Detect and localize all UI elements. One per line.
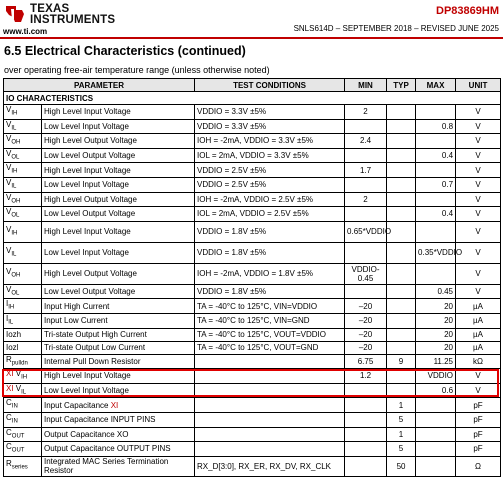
symbol-subscript: IL <box>11 183 17 190</box>
section-title: 6.5 Electrical Characteristics (continued) <box>4 44 246 58</box>
symbol-subscript: OUT <box>11 447 25 454</box>
test-conditions <box>195 412 345 427</box>
test-conditions <box>195 354 345 369</box>
min-value <box>345 442 387 457</box>
min-value: –20 <box>345 299 387 314</box>
symbol-subscript: OL <box>11 212 20 219</box>
typ-value <box>387 263 416 284</box>
unit-value: Ω <box>456 456 501 476</box>
table-row <box>4 354 501 369</box>
typ-value <box>387 369 416 384</box>
test-conditions <box>195 442 345 457</box>
typ-value <box>387 313 416 328</box>
unit-value: V <box>456 369 501 384</box>
col-header-parameter: PARAMETER <box>4 79 195 92</box>
param-name: Low Level Input Voltage <box>42 242 195 263</box>
unit-value: pF <box>456 427 501 442</box>
param-symbol <box>4 456 42 476</box>
brand-line2: INSTRUMENTS <box>30 14 116 26</box>
table-header-row <box>4 79 501 92</box>
typ-value <box>387 383 416 398</box>
symbol-main: V <box>6 245 12 255</box>
unit-value: V <box>456 207 501 222</box>
param-symbol <box>4 163 42 178</box>
min-value: VDDIO-0.45 <box>345 263 387 284</box>
symbol-subscript: OH <box>11 139 21 146</box>
symbol-main: I <box>6 313 9 323</box>
param-name: Low Level Input Voltage <box>42 177 195 192</box>
param-symbol <box>4 105 42 120</box>
param-symbol <box>4 177 42 192</box>
table-row <box>4 192 501 207</box>
typ-value <box>387 207 416 222</box>
min-value: –20 <box>345 341 387 354</box>
ti-logo-icon <box>4 3 26 25</box>
typ-value <box>387 163 416 178</box>
test-conditions: TA = -40°C to 125°C, VIN=GND <box>195 313 345 328</box>
page-header <box>0 0 503 36</box>
typ-value <box>387 134 416 149</box>
typ-value: 50 <box>387 456 416 476</box>
symbol-main: C <box>6 398 12 408</box>
table-row <box>4 163 501 178</box>
param-name: Integrated MAC Series Termination Resistor <box>42 456 195 476</box>
typ-value <box>387 299 416 314</box>
table-row <box>4 177 501 192</box>
test-conditions: IOL = 2mA, VDDIO = 2.5V ±5% <box>195 207 345 222</box>
symbol-main: V <box>15 369 22 379</box>
unit-value: V <box>456 148 501 163</box>
symbol-subscript: OH <box>11 198 21 205</box>
param-symbol <box>4 299 42 314</box>
min-value: 0.65*VDDIO <box>345 221 387 242</box>
max-value <box>416 427 456 442</box>
symbol-main: V <box>6 192 12 202</box>
param-name-text: Input Capacitance XI <box>44 400 119 410</box>
symbol-subscript: IL <box>21 389 27 396</box>
typ-value: 5 <box>387 442 416 457</box>
max-value: 0.4 <box>416 207 456 222</box>
symbol-main: V <box>6 163 12 173</box>
param-symbol <box>4 427 42 442</box>
test-conditions <box>195 427 345 442</box>
unit-value: V <box>456 263 501 284</box>
min-value: 2 <box>345 192 387 207</box>
typ-value <box>387 284 416 299</box>
unit-value: pF <box>456 398 501 413</box>
table-row <box>4 412 501 427</box>
param-symbol <box>4 221 42 242</box>
min-value <box>345 398 387 413</box>
max-value: 20 <box>416 313 456 328</box>
symbol-main: C <box>6 412 12 422</box>
typ-value <box>387 148 416 163</box>
test-conditions: VDDIO = 2.5V ±5% <box>195 163 345 178</box>
symbol-subscript: OL <box>11 290 20 297</box>
unit-value: V <box>456 221 501 242</box>
param-name: Low Level Input Voltage <box>42 119 195 134</box>
test-conditions: TA = -40°C to 125°C, VOUT=GND <box>195 341 345 354</box>
symbol-subscript: series <box>11 464 28 471</box>
max-value <box>416 105 456 120</box>
param-name: High Level Input Voltage <box>42 221 195 242</box>
symbol-subscript: IL <box>11 251 17 258</box>
min-value: 6.75 <box>345 354 387 369</box>
min-value: –20 <box>345 328 387 341</box>
test-conditions: IOH = -2mA, VDDIO = 1.8V ±5% <box>195 263 345 284</box>
param-name <box>42 398 195 413</box>
typ-value: 5 <box>387 412 416 427</box>
param-symbol <box>4 192 42 207</box>
table-row <box>4 221 501 242</box>
param-name: Input Low Current <box>42 313 195 328</box>
unit-value: µA <box>456 328 501 341</box>
max-value: 11.25 <box>416 354 456 369</box>
param-name: Output Capacitance OUTPUT PINS <box>42 442 195 457</box>
table-row <box>4 148 501 163</box>
unit-value: V <box>456 105 501 120</box>
param-name: Low Level Output Voltage <box>42 284 195 299</box>
symbol-main: C <box>6 442 12 452</box>
param-symbol <box>4 207 42 222</box>
col-header-min: MIN <box>345 79 387 92</box>
param-name: Input High Current <box>42 299 195 314</box>
symbol-subscript: pulldn <box>11 360 28 367</box>
col-header-unit: UNIT <box>456 79 501 92</box>
typ-value: 1 <box>387 398 416 413</box>
section-subtitle: over operating free-air temperature range (unless otherwise noted) <box>4 65 270 75</box>
test-conditions: TA = -40°C to 125°C, VIN=VDDIO <box>195 299 345 314</box>
doc-info: SNLS614D – SEPTEMBER 2018 – REVISED JUNE 2025 <box>293 24 499 33</box>
max-value <box>416 263 456 284</box>
typ-value <box>387 177 416 192</box>
test-conditions <box>195 383 345 398</box>
symbol-main: Iozh <box>6 330 22 340</box>
min-value: 1.2 <box>345 369 387 384</box>
table-row <box>4 341 501 354</box>
symbol-main: V <box>6 207 12 217</box>
unit-value: V <box>456 134 501 149</box>
min-value <box>345 383 387 398</box>
param-name: Low Level Output Voltage <box>42 148 195 163</box>
test-conditions: VDDIO = 1.8V ±5% <box>195 242 345 263</box>
xi-prefix: XI <box>6 383 14 393</box>
param-name: Output Capacitance XO <box>42 427 195 442</box>
symbol-main: V <box>6 148 12 158</box>
table-row <box>4 119 501 134</box>
symbol-main: V <box>6 134 12 144</box>
max-value <box>416 398 456 413</box>
part-number[interactable]: DP83869HM <box>436 5 499 17</box>
min-value: –20 <box>345 313 387 328</box>
unit-value: µA <box>456 313 501 328</box>
table-row <box>4 313 501 328</box>
symbol-main: V <box>6 284 12 294</box>
param-symbol <box>4 369 42 384</box>
symbol-main: I <box>6 299 9 309</box>
min-value: 1.7 <box>345 163 387 178</box>
param-symbol <box>4 398 42 413</box>
electrical-characteristics-table <box>3 78 501 477</box>
param-symbol <box>4 354 42 369</box>
unit-value: µA <box>456 341 501 354</box>
brand-line1: TEXAS <box>30 3 70 15</box>
min-value <box>345 207 387 222</box>
min-value <box>345 427 387 442</box>
param-name: Internal Pull Down Resistor <box>42 354 195 369</box>
table-row <box>4 427 501 442</box>
param-symbol <box>4 263 42 284</box>
max-value: 0.4 <box>416 148 456 163</box>
symbol-main: V <box>6 105 12 114</box>
unit-value: V <box>456 119 501 134</box>
unit-value: V <box>456 242 501 263</box>
max-value: 0.45 <box>416 284 456 299</box>
col-header-typ: TYP <box>387 79 416 92</box>
max-value: 0.6 <box>416 383 456 398</box>
param-symbol <box>4 328 42 341</box>
unit-value: pF <box>456 412 501 427</box>
website-url[interactable]: www.ti.com <box>3 27 48 36</box>
symbol-main: V <box>6 266 12 276</box>
min-value: 2 <box>345 105 387 120</box>
section-heading: IO CHARACTERISTICS <box>4 92 501 105</box>
typ-value: 1 <box>387 427 416 442</box>
param-symbol <box>4 284 42 299</box>
typ-value <box>387 328 416 341</box>
col-header-test-conditions: TEST CONDITIONS <box>195 79 345 92</box>
table-row <box>4 263 501 284</box>
param-name: High Level Output Voltage <box>42 263 195 284</box>
max-value: 0.35*VDDIO <box>416 242 456 263</box>
max-value <box>416 163 456 178</box>
param-symbol <box>4 148 42 163</box>
param-symbol <box>4 313 42 328</box>
max-value: 0.8 <box>416 119 456 134</box>
table-row <box>4 105 501 120</box>
symbol-subscript: IH <box>21 374 28 381</box>
test-conditions: IOH = -2mA, VDDIO = 3.3V ±5% <box>195 134 345 149</box>
table-row <box>4 134 501 149</box>
max-value <box>416 412 456 427</box>
table-row <box>4 299 501 314</box>
table-row <box>4 369 501 384</box>
param-name: High Level Input Voltage <box>42 105 195 120</box>
max-value <box>416 134 456 149</box>
symbol-main: R <box>6 459 12 469</box>
max-value <box>416 442 456 457</box>
symbol-subscript: IN <box>11 403 18 410</box>
unit-value: V <box>456 177 501 192</box>
table-row <box>4 456 501 476</box>
max-value: 20 <box>416 328 456 341</box>
max-value <box>416 192 456 207</box>
max-value <box>416 221 456 242</box>
min-value <box>345 284 387 299</box>
test-conditions <box>195 398 345 413</box>
table-row <box>4 398 501 413</box>
symbol-main: C <box>6 427 12 437</box>
unit-value: V <box>456 284 501 299</box>
test-conditions: RX_D[3:0], RX_ER, RX_DV, RX_CLK <box>195 456 345 476</box>
max-value: VDDIO <box>416 369 456 384</box>
typ-value: 9 <box>387 354 416 369</box>
test-conditions: VDDIO = 2.5V ±5% <box>195 177 345 192</box>
max-value <box>416 456 456 476</box>
symbol-subscript: IL <box>8 319 14 326</box>
section-row <box>4 92 501 105</box>
typ-value <box>387 192 416 207</box>
param-symbol <box>4 134 42 149</box>
symbol-subscript: IN <box>11 418 18 425</box>
param-name: High Level Input Voltage <box>42 163 195 178</box>
table-row <box>4 207 501 222</box>
min-value: 2.4 <box>345 134 387 149</box>
xi-highlight: XI <box>110 400 119 410</box>
col-header-max: MAX <box>416 79 456 92</box>
min-value <box>345 456 387 476</box>
param-symbol <box>4 119 42 134</box>
symbol-subscript: IH <box>8 304 15 311</box>
symbol-subscript: OL <box>11 154 20 161</box>
unit-value: V <box>456 383 501 398</box>
unit-value: pF <box>456 442 501 457</box>
max-value: 20 <box>416 341 456 354</box>
symbol-main: Iozl <box>6 343 19 353</box>
test-conditions: IOL = 2mA, VDDIO = 3.3V ±5% <box>195 148 345 163</box>
test-conditions: TA = -40°C to 125°C, VOUT=VDDIO <box>195 328 345 341</box>
min-value <box>345 412 387 427</box>
table-row <box>4 328 501 341</box>
param-symbol <box>4 442 42 457</box>
table-row <box>4 242 501 263</box>
param-name: Low Level Output Voltage <box>42 207 195 222</box>
min-value <box>345 177 387 192</box>
param-name: High Level Output Voltage <box>42 134 195 149</box>
symbol-main: V <box>6 224 12 234</box>
test-conditions: IOH = -2mA, VDDIO = 2.5V ±5% <box>195 192 345 207</box>
min-value <box>345 148 387 163</box>
param-name: High Level Output Voltage <box>42 192 195 207</box>
unit-value: V <box>456 192 501 207</box>
param-name: Input Capacitance INPUT PINS <box>42 412 195 427</box>
max-value: 0.7 <box>416 177 456 192</box>
typ-value <box>387 119 416 134</box>
symbol-subscript: IL <box>11 125 17 132</box>
table-row <box>4 442 501 457</box>
param-symbol <box>4 242 42 263</box>
symbol-subscript: IH <box>11 110 18 117</box>
unit-value: V <box>456 163 501 178</box>
symbol-main: R <box>6 354 12 364</box>
symbol-subscript: IH <box>11 168 18 175</box>
header-rule <box>0 37 503 39</box>
test-conditions: VDDIO = 3.3V ±5% <box>195 119 345 134</box>
param-name: High Level Input Voltage <box>42 369 195 384</box>
unit-value: µA <box>456 299 501 314</box>
test-conditions: VDDIO = 3.3V ±5% <box>195 105 345 120</box>
param-symbol <box>4 412 42 427</box>
symbol-main: V <box>6 119 12 129</box>
param-name: Tri-state Output Low Current <box>42 341 195 354</box>
min-value <box>345 119 387 134</box>
table-row <box>4 383 501 398</box>
min-value <box>345 242 387 263</box>
symbol-subscript: IH <box>11 230 18 237</box>
symbol-main: V <box>15 383 22 393</box>
param-symbol <box>4 383 42 398</box>
typ-value <box>387 242 416 263</box>
max-value: 20 <box>416 299 456 314</box>
test-conditions: VDDIO = 1.8V ±5% <box>195 284 345 299</box>
typ-value <box>387 105 416 120</box>
xi-prefix: XI <box>6 369 14 379</box>
param-symbol <box>4 341 42 354</box>
test-conditions <box>195 369 345 384</box>
param-name: Low Level Input Voltage <box>42 383 195 398</box>
param-name: Tri-state Output High Current <box>42 328 195 341</box>
unit-value: kΩ <box>456 354 501 369</box>
symbol-subscript: OUT <box>11 433 25 440</box>
symbol-subscript: OH <box>11 272 21 279</box>
table-row <box>4 284 501 299</box>
test-conditions: VDDIO = 1.8V ±5% <box>195 221 345 242</box>
typ-value <box>387 341 416 354</box>
symbol-main: V <box>6 177 12 187</box>
